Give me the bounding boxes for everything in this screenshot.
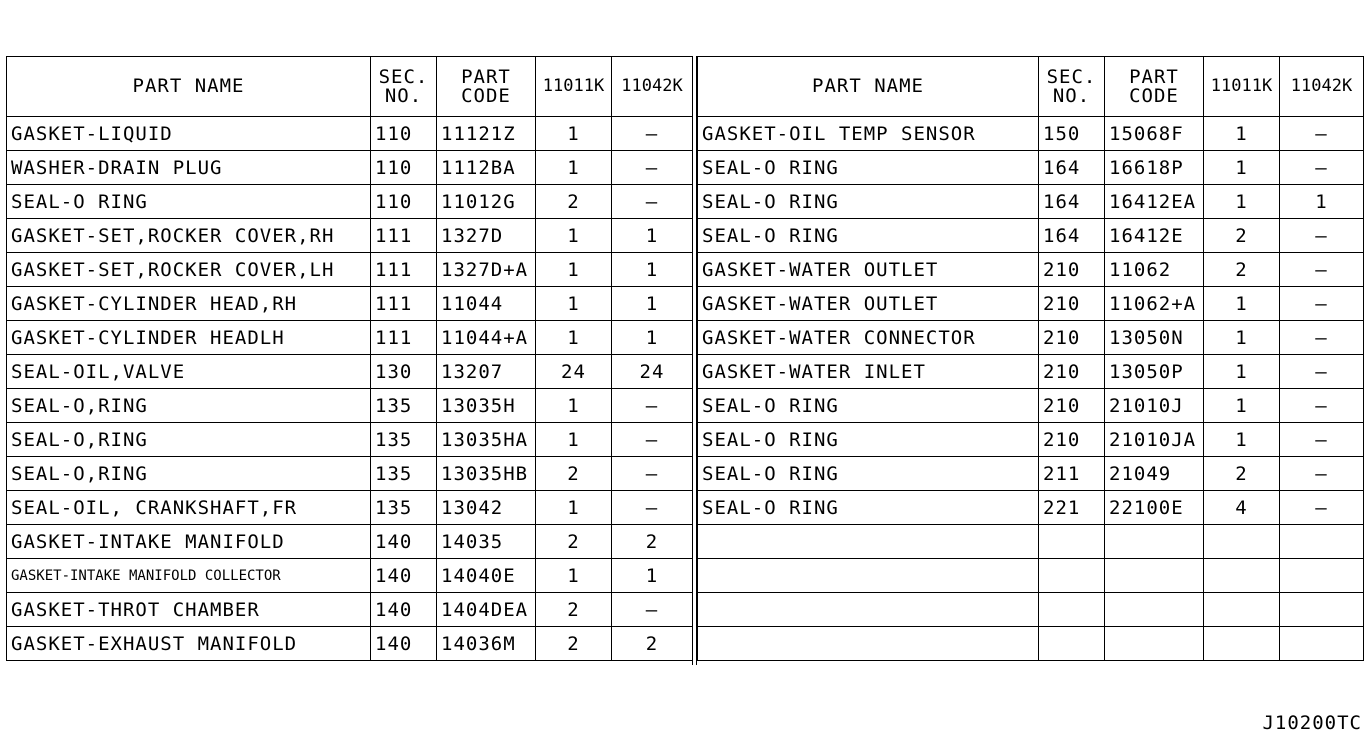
qty-11042k-cell: – (612, 389, 693, 423)
part-code-cell (1105, 627, 1204, 661)
qty-11042k-cell: – (1280, 117, 1364, 151)
qty-11042k-cell: 24 (612, 355, 693, 389)
part-name-cell (698, 593, 1039, 627)
sec-no-cell: 135 (371, 457, 437, 491)
sec-no-cell (1039, 593, 1105, 627)
qty-11011k-cell: 1 (1204, 151, 1280, 185)
sec-no-cell: 164 (1039, 219, 1105, 253)
qty-11042k-cell: – (1280, 389, 1364, 423)
sec-no-cell: 140 (371, 627, 437, 661)
parts-table-left (6, 56, 693, 661)
qty-11011k-cell: 1 (1204, 321, 1280, 355)
part-code-cell: 13035H (437, 389, 536, 423)
part-code-cell: 11012G (437, 185, 536, 219)
qty-11042k-cell (1280, 593, 1364, 627)
table-row (698, 151, 1364, 185)
sec-no-cell: 221 (1039, 491, 1105, 525)
qty-11011k-cell: 2 (536, 185, 612, 219)
table-row (7, 117, 693, 151)
part-name-cell: SEAL-O RING (698, 423, 1039, 457)
table-row (7, 525, 693, 559)
part-code-cell: 11044 (437, 287, 536, 321)
sec-no-cell: 210 (1039, 355, 1105, 389)
part-name-cell: GASKET-WATER CONNECTOR (698, 321, 1039, 355)
part-code-cell: 11062+A (1105, 287, 1204, 321)
parts-table-right (697, 56, 1364, 661)
part-name-cell: GASKET-THROT CHAMBER (7, 593, 371, 627)
qty-11011k-cell: 1 (536, 321, 612, 355)
table-row (7, 491, 693, 525)
qty-11042k-cell: 1 (612, 559, 693, 593)
qty-11042k-cell: – (1280, 355, 1364, 389)
part-code-cell: 14036M (437, 627, 536, 661)
qty-11011k-cell (1204, 593, 1280, 627)
table-row (698, 423, 1364, 457)
part-name-cell: WASHER-DRAIN PLUG (7, 151, 371, 185)
table-row (698, 559, 1364, 593)
qty-11011k-cell: 1 (536, 491, 612, 525)
qty-11011k-cell: 24 (536, 355, 612, 389)
part-code-cell: 21049 (1105, 457, 1204, 491)
part-name-cell: GASKET-WATER OUTLET (698, 253, 1039, 287)
qty-11011k-cell: 1 (536, 389, 612, 423)
qty-11011k-cell: 2 (536, 525, 612, 559)
qty-11011k-cell: 1 (536, 559, 612, 593)
sec-no-cell (1039, 559, 1105, 593)
header-col-11042k: 11042K (1280, 57, 1364, 117)
part-code-cell: 13042 (437, 491, 536, 525)
qty-11042k-cell: – (1280, 287, 1364, 321)
table-row (698, 287, 1364, 321)
table-row (7, 185, 693, 219)
table-row (7, 219, 693, 253)
parts-sheet (6, 56, 1363, 665)
header-sec-no: SEC. NO. (1039, 57, 1105, 117)
part-name-cell: SEAL-O RING (7, 185, 371, 219)
qty-11042k-cell: – (612, 593, 693, 627)
part-code-cell: 14035 (437, 525, 536, 559)
table-row (698, 457, 1364, 491)
table-row (698, 117, 1364, 151)
table-row (698, 219, 1364, 253)
qty-11011k-cell: 1 (1204, 185, 1280, 219)
table-row (698, 253, 1364, 287)
sec-no-cell: 210 (1039, 253, 1105, 287)
header-part-code: PART CODE (1105, 57, 1204, 117)
qty-11011k-cell: 2 (536, 593, 612, 627)
qty-11042k-cell: – (612, 117, 693, 151)
part-name-cell: SEAL-O RING (698, 219, 1039, 253)
qty-11011k-cell: 1 (536, 423, 612, 457)
table-row (7, 593, 693, 627)
part-name-cell: GASKET-CYLINDER HEAD,RH (7, 287, 371, 321)
qty-11011k-cell: 1 (1204, 355, 1280, 389)
part-name-cell: SEAL-O,RING (7, 457, 371, 491)
part-name-cell: SEAL-O,RING (7, 389, 371, 423)
sec-no-cell: 210 (1039, 423, 1105, 457)
part-code-cell: 11121Z (437, 117, 536, 151)
table-row (698, 491, 1364, 525)
sec-no-cell: 110 (371, 185, 437, 219)
qty-11011k-cell: 1 (536, 287, 612, 321)
part-code-cell: 15068F (1105, 117, 1204, 151)
part-code-cell: 11062 (1105, 253, 1204, 287)
sec-no-cell: 111 (371, 219, 437, 253)
part-name-cell: GASKET-WATER OUTLET (698, 287, 1039, 321)
qty-11042k-cell: – (612, 423, 693, 457)
sec-no-cell: 210 (1039, 389, 1105, 423)
qty-11042k-cell: – (1280, 253, 1364, 287)
qty-11042k-cell: 2 (612, 627, 693, 661)
part-name-cell: GASKET-WATER INLET (698, 355, 1039, 389)
sec-no-cell: 210 (1039, 321, 1105, 355)
table-row (698, 389, 1364, 423)
part-name-cell (698, 627, 1039, 661)
header-part-name: PART NAME (698, 57, 1039, 117)
qty-11042k-cell: – (1280, 491, 1364, 525)
table-row (7, 355, 693, 389)
qty-11042k-cell: 1 (612, 287, 693, 321)
qty-11011k-cell: 2 (1204, 457, 1280, 491)
qty-11042k-cell: – (612, 457, 693, 491)
part-name-cell: GASKET-OIL TEMP SENSOR (698, 117, 1039, 151)
qty-11042k-cell: – (1280, 151, 1364, 185)
part-name-cell (698, 559, 1039, 593)
part-name-cell: GASKET-INTAKE MANIFOLD (7, 525, 371, 559)
part-name-cell: SEAL-OIL, CRANKSHAFT,FR (7, 491, 371, 525)
part-code-cell: 1327D+A (437, 253, 536, 287)
sec-no-cell: 211 (1039, 457, 1105, 491)
header-part-name: PART NAME (7, 57, 371, 117)
qty-11011k-cell: 2 (1204, 219, 1280, 253)
qty-11011k-cell: 1 (1204, 389, 1280, 423)
qty-11042k-cell: 1 (612, 321, 693, 355)
qty-11042k-cell: – (1280, 321, 1364, 355)
part-code-cell (1105, 525, 1204, 559)
table-row (7, 253, 693, 287)
part-code-cell: 21010J (1105, 389, 1204, 423)
part-name-cell: GASKET-CYLINDER HEADLH (7, 321, 371, 355)
part-code-cell: 1404DEA (437, 593, 536, 627)
qty-11042k-cell: 2 (612, 525, 693, 559)
part-name-cell: GASKET-SET,ROCKER COVER,RH (7, 219, 371, 253)
sec-no-cell: 140 (371, 593, 437, 627)
qty-11042k-cell: 1 (612, 253, 693, 287)
header-col-11042k: 11042K (612, 57, 693, 117)
sec-no-cell: 135 (371, 389, 437, 423)
qty-11011k-cell: 2 (536, 627, 612, 661)
part-code-cell: 13050N (1105, 321, 1204, 355)
qty-11011k-cell: 1 (536, 117, 612, 151)
sec-no-cell: 164 (1039, 185, 1105, 219)
table-row (698, 627, 1364, 661)
part-name-cell: GASKET-LIQUID (7, 117, 371, 151)
qty-11042k-cell (1280, 559, 1364, 593)
qty-11042k-cell (1280, 525, 1364, 559)
part-name-cell: SEAL-O RING (698, 457, 1039, 491)
table-row (7, 321, 693, 355)
part-code-cell: 16412E (1105, 219, 1204, 253)
header-col-11011k: 11011K (536, 57, 612, 117)
part-code-cell: 1112BA (437, 151, 536, 185)
part-code-cell: 13050P (1105, 355, 1204, 389)
table-row (698, 321, 1364, 355)
table-row (7, 287, 693, 321)
part-code-cell: 22100E (1105, 491, 1204, 525)
qty-11011k-cell: 1 (1204, 423, 1280, 457)
part-name-cell: GASKET-EXHAUST MANIFOLD (7, 627, 371, 661)
part-name-cell: SEAL-OIL,VALVE (7, 355, 371, 389)
header-part-code: PART CODE (437, 57, 536, 117)
table-header-row (698, 57, 1364, 117)
part-name-cell (698, 525, 1039, 559)
part-code-cell: 13035HB (437, 457, 536, 491)
table-row (7, 457, 693, 491)
qty-11011k-cell: 1 (1204, 117, 1280, 151)
part-name-cell: SEAL-O RING (698, 491, 1039, 525)
part-code-cell: 13207 (437, 355, 536, 389)
table-row (698, 525, 1364, 559)
drawing-code: J10200TC (1262, 712, 1362, 734)
qty-11042k-cell: – (612, 151, 693, 185)
header-col-11011k: 11011K (1204, 57, 1280, 117)
sec-no-cell (1039, 627, 1105, 661)
part-code-cell: 21010JA (1105, 423, 1204, 457)
qty-11011k-cell: 1 (536, 151, 612, 185)
table-row (7, 559, 693, 593)
table-row (698, 185, 1364, 219)
table-row (7, 423, 693, 457)
qty-11011k-cell: 2 (1204, 253, 1280, 287)
part-code-cell (1105, 593, 1204, 627)
part-name-cell: SEAL-O,RING (7, 423, 371, 457)
qty-11042k-cell: – (612, 491, 693, 525)
part-code-cell: 16618P (1105, 151, 1204, 185)
sec-no-cell: 210 (1039, 287, 1105, 321)
part-code-cell: 16412EA (1105, 185, 1204, 219)
qty-11011k-cell: 4 (1204, 491, 1280, 525)
table-header-row (7, 57, 693, 117)
part-name-cell: SEAL-O RING (698, 185, 1039, 219)
part-name-cell: GASKET-INTAKE MANIFOLD COLLECTOR (7, 559, 371, 593)
qty-11011k-cell (1204, 525, 1280, 559)
sec-no-cell: 111 (371, 287, 437, 321)
part-code-cell: 14040E (437, 559, 536, 593)
qty-11011k-cell: 1 (1204, 287, 1280, 321)
sec-no-cell (1039, 525, 1105, 559)
part-name-cell: GASKET-SET,ROCKER COVER,LH (7, 253, 371, 287)
qty-11011k-cell: 1 (536, 219, 612, 253)
qty-11011k-cell: 1 (536, 253, 612, 287)
qty-11011k-cell: 2 (536, 457, 612, 491)
qty-11011k-cell (1204, 559, 1280, 593)
table-row (7, 151, 693, 185)
sec-no-cell: 140 (371, 559, 437, 593)
part-code-cell: 1327D (437, 219, 536, 253)
sec-no-cell: 111 (371, 253, 437, 287)
sec-no-cell: 135 (371, 491, 437, 525)
part-code-cell (1105, 559, 1204, 593)
sec-no-cell: 111 (371, 321, 437, 355)
part-name-cell: SEAL-O RING (698, 151, 1039, 185)
sec-no-cell: 130 (371, 355, 437, 389)
sec-no-cell: 135 (371, 423, 437, 457)
qty-11042k-cell (1280, 627, 1364, 661)
sec-no-cell: 140 (371, 525, 437, 559)
part-code-cell: 11044+A (437, 321, 536, 355)
part-code-cell: 13035HA (437, 423, 536, 457)
qty-11042k-cell: – (1280, 423, 1364, 457)
sec-no-cell: 110 (371, 117, 437, 151)
header-sec-no: SEC. NO. (371, 57, 437, 117)
qty-11042k-cell: 1 (1280, 185, 1364, 219)
qty-11042k-cell: – (612, 185, 693, 219)
qty-11011k-cell (1204, 627, 1280, 661)
table-row (698, 593, 1364, 627)
part-name-cell: SEAL-O RING (698, 389, 1039, 423)
sec-no-cell: 110 (371, 151, 437, 185)
table-row (7, 627, 693, 661)
qty-11042k-cell: 1 (612, 219, 693, 253)
qty-11042k-cell: – (1280, 219, 1364, 253)
table-row (698, 355, 1364, 389)
sec-no-cell: 150 (1039, 117, 1105, 151)
table-row (7, 389, 693, 423)
qty-11042k-cell: – (1280, 457, 1364, 491)
sec-no-cell: 164 (1039, 151, 1105, 185)
